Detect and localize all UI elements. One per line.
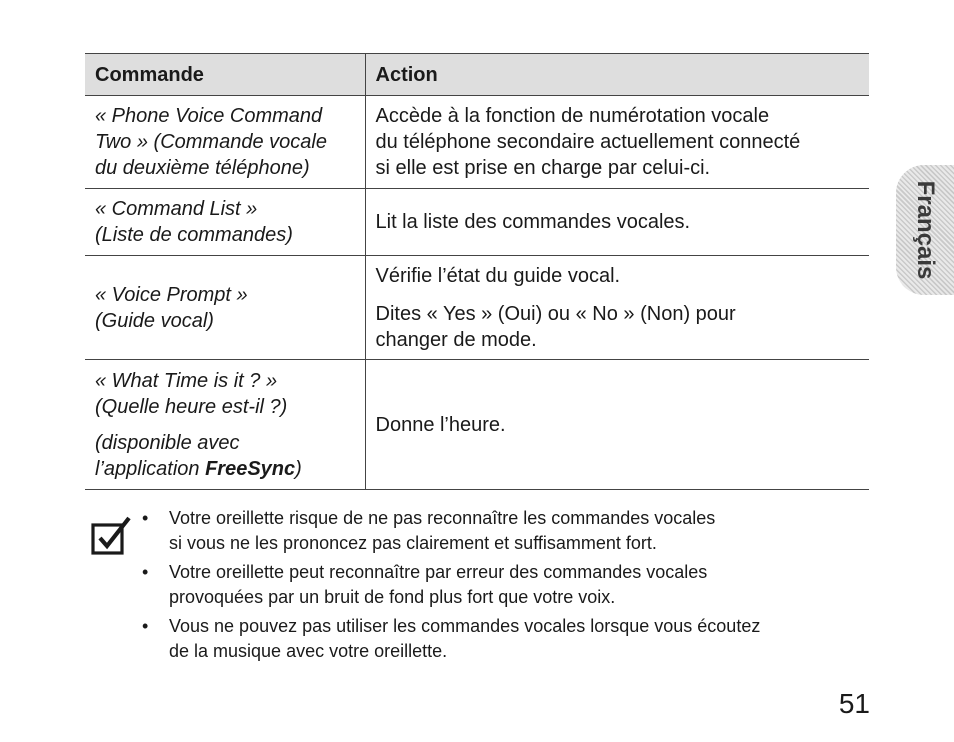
action-cell xyxy=(365,96,869,189)
table-row xyxy=(85,96,869,189)
command-text: ) xyxy=(295,457,302,480)
language-label: Français xyxy=(912,180,939,280)
note-text: Vous ne pouvez pas utiliser les commandes vocales lorsque vous écoutez xyxy=(169,616,761,636)
action-text: si elle est prise en charge par celui-ci. xyxy=(375,157,711,179)
bullet: • xyxy=(142,508,149,528)
page-number: 51 xyxy=(838,688,870,719)
action-text: Lit la liste des commandes vocales. xyxy=(375,211,691,233)
action-cell xyxy=(365,360,869,490)
command-text: Two » (Commande vocale xyxy=(95,131,327,153)
note-text: provoquées par un bruit de fond plus fort que votre voix. xyxy=(169,587,616,607)
action-text: Donne l’heure. xyxy=(375,413,506,436)
command-cell xyxy=(85,189,365,256)
header-command: Commande xyxy=(85,54,365,96)
command-table xyxy=(85,53,869,490)
list-item xyxy=(140,506,870,556)
command-text: (Liste de commandes) xyxy=(95,224,293,246)
action-cell xyxy=(365,256,869,360)
command-text: (Quelle heure est-il ?) xyxy=(95,395,288,418)
command-text: (disponible avec xyxy=(95,431,240,454)
command-cell xyxy=(85,96,365,189)
command-text-line xyxy=(95,456,355,482)
table-row xyxy=(85,256,869,360)
action-text: Vérifie l’état du guide vocal. xyxy=(375,264,621,287)
command-text: « What Time is it ? » xyxy=(95,369,278,392)
command-text: du deuxième téléphone) xyxy=(95,157,310,179)
checkbox-checked-icon xyxy=(91,515,131,555)
bullet: • xyxy=(142,562,149,582)
command-text: « Phone Voice Command xyxy=(95,105,323,127)
notes-list xyxy=(140,506,870,668)
note-text: Votre oreillette risque de ne pas reconnaître les commandes vocales xyxy=(169,508,716,528)
command-text: (Guide vocal) xyxy=(95,309,214,332)
action-text: Accède à la fonction de numérotation vocale xyxy=(375,105,770,127)
command-text: l’application xyxy=(95,457,206,480)
bullet: • xyxy=(142,616,149,636)
command-text: « Voice Prompt » xyxy=(95,283,248,306)
header-action: Action xyxy=(365,54,869,96)
command-text: « Command List » xyxy=(95,198,258,220)
action-text: Dites « Yes » (Oui) ou « No » (Non) pour xyxy=(375,302,736,325)
table-row xyxy=(85,189,869,256)
language-tab xyxy=(896,165,954,295)
action-text: du téléphone secondaire actuellement connecté xyxy=(375,131,801,153)
list-item xyxy=(140,560,870,610)
table-row xyxy=(85,360,869,490)
note-text: de la musique avec votre oreillette. xyxy=(169,641,448,661)
command-cell xyxy=(85,256,365,360)
note-text: Votre oreillette peut reconnaître par erreur des commandes vocales xyxy=(169,562,708,582)
command-cell xyxy=(85,360,365,490)
app-name: FreeSync xyxy=(205,457,296,480)
list-item xyxy=(140,614,870,664)
table-header-row xyxy=(85,54,869,96)
note-text: si vous ne les prononcez pas clairement et suffisamment fort. xyxy=(169,533,657,553)
action-text: changer de mode. xyxy=(375,328,537,351)
action-cell xyxy=(365,189,869,256)
